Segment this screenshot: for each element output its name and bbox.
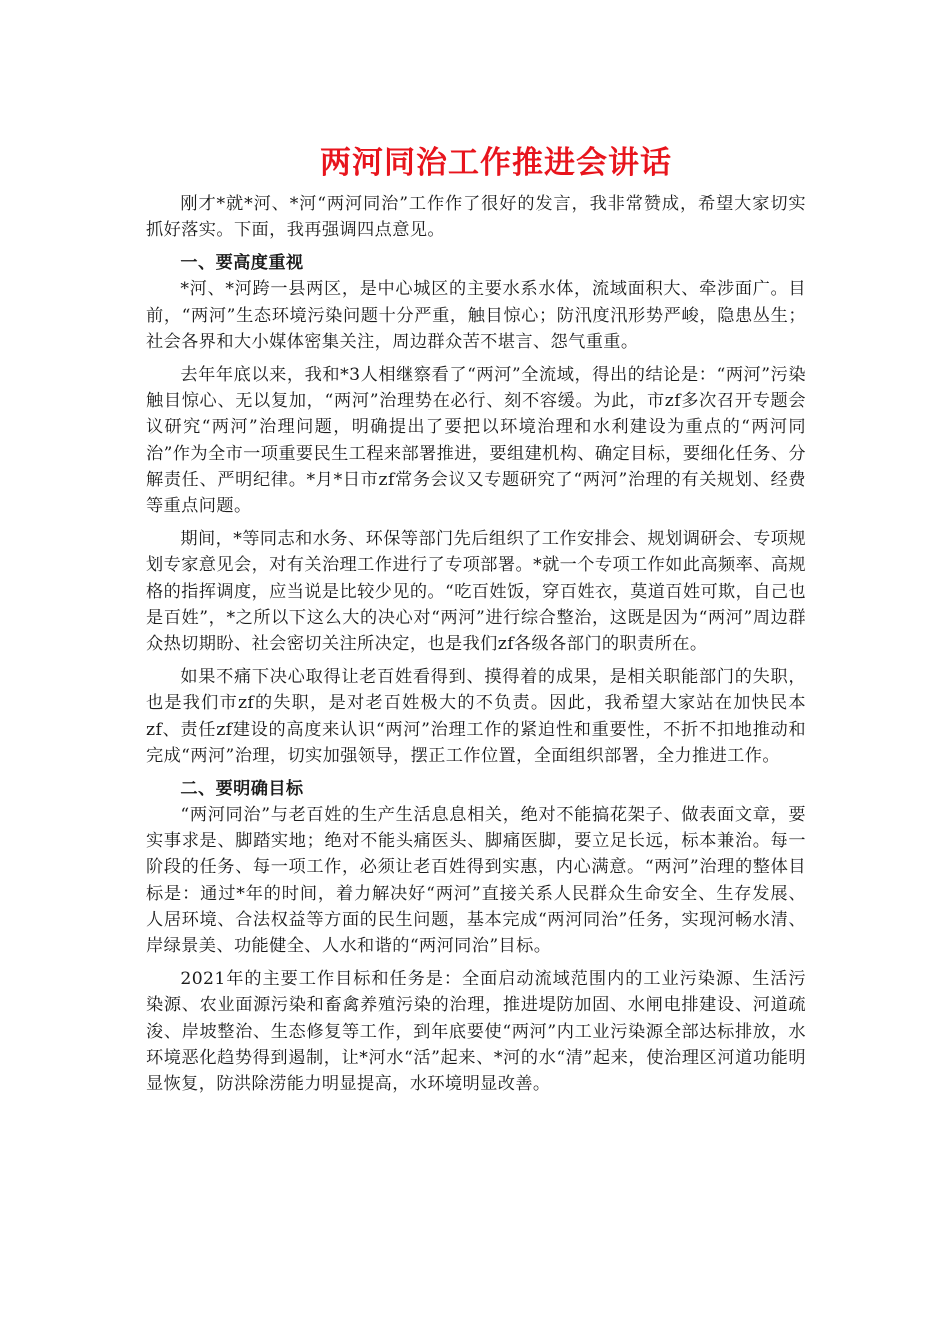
section-2-paragraph-2: 2021年的主要工作目标和任务是：全面启动流域范围内的工业污染源、生活污染源、农业面源污染和畜禽养殖污染的治理，推进堤防加固、水闸电排建设、河道疏浚、岸坡整治、生态修复等工作，到年底要使“两河”内工业污染源全部达标排放，水环境恶化趋势得到遏制，让*河水“活”起来、*河的水“清”起来，使治理区河道功能明显恢复，防洪除涝能力明显提高，水环境明显改善。	[146, 969, 806, 1095]
section-1-paragraph-2: 去年年底以来，我和*3人相继察看了“两河”全流域，得出的结论是：“两河”污染触目惊心、无以复加，“两河”治理势在必行、刻不容缓。为此，市zf多次召开专题会议研究“两河”治理问题，明确提出了要把以环境治理和水利建设为重点的“两河同治”作为全市一项重要民生工程来部署推进，要组建机构、确定目标，要细化任务、分解责任、严明纪律。*月*日市zf常务会议又专题研究了“两河”治理的有关规划、经费等重点问题。	[146, 365, 806, 517]
document-page	[146, 0, 806, 1097]
document-title: 两河同治工作推进会讲话	[320, 145, 672, 181]
section-1-paragraph-1: *河、*河跨一县两区，是中心城区的主要水系水体，流域面积大、牵涉面广。目前，“两河”生态环境污染问题十分严重，触目惊心；防汛度汛形势严峻，隐患丛生；社会各界和大小媒体密集关注，周边群众苦不堪言、怨气重重。	[146, 279, 806, 352]
section-heading-2: 二、要明确目标	[180, 779, 304, 800]
section-1-paragraph-4: 如果不痛下决心取得让老百姓看得到、摸得着的成果，是相关职能部门的失职，也是我们市zf的失职，是对老百姓极大的不负责。因此，我希望大家站在加快民本zf、责任zf建设的高度来认识“两河”治理工作的紧迫性和重要性，不折不扣地推动和完成“两河”治理，切实加强领导，摆正工作位置，全面组织部署，全力推进工作。	[146, 667, 806, 766]
section-1-paragraph-3: 期间，*等同志和水务、环保等部门先后组织了工作安排会、规划调研会、专项规划专家意见会，对有关治理工作进行了专项部署。*就一个专项工作如此高频率、高规格的指挥调度，应当说是比较少见的。“吃百姓饭，穿百姓衣，莫道百姓可欺，自己也是百姓”，*之所以下这么大的决心对“两河”进行综合整治，这既是因为“两河”周边群众热切期盼、社会密切关注所决定，也是我们zf各级各部门的职责所在。	[146, 529, 806, 655]
section-heading-1: 一、要高度重视	[180, 253, 304, 274]
section-2-paragraph-1: “两河同治”与老百姓的生产生活息息相关，绝对不能搞花架子、做表面文章，要实事求是、脚踏实地；绝对不能头痛医头、脚痛医脚，要立足长远，标本兼治。每一阶段的任务、每一项工作，必须让老百姓得到实惠，内心满意。“两河”治理的整体目标是：通过*年的时间，着力解决好“两河”直接关系人民群众生命安全、生存发展、人居环境、合法权益等方面的民生问题，基本完成“两河同治”任务，实现河畅水清、岸绿景美、功能健全、人水和谐的“两河同治”目标。	[146, 805, 806, 957]
intro-paragraph: 刚才*就*河、*河“两河同治”工作作了很好的发言，我非常赞成，希望大家切实抓好落实。下面，我再强调四点意见。	[146, 194, 806, 241]
